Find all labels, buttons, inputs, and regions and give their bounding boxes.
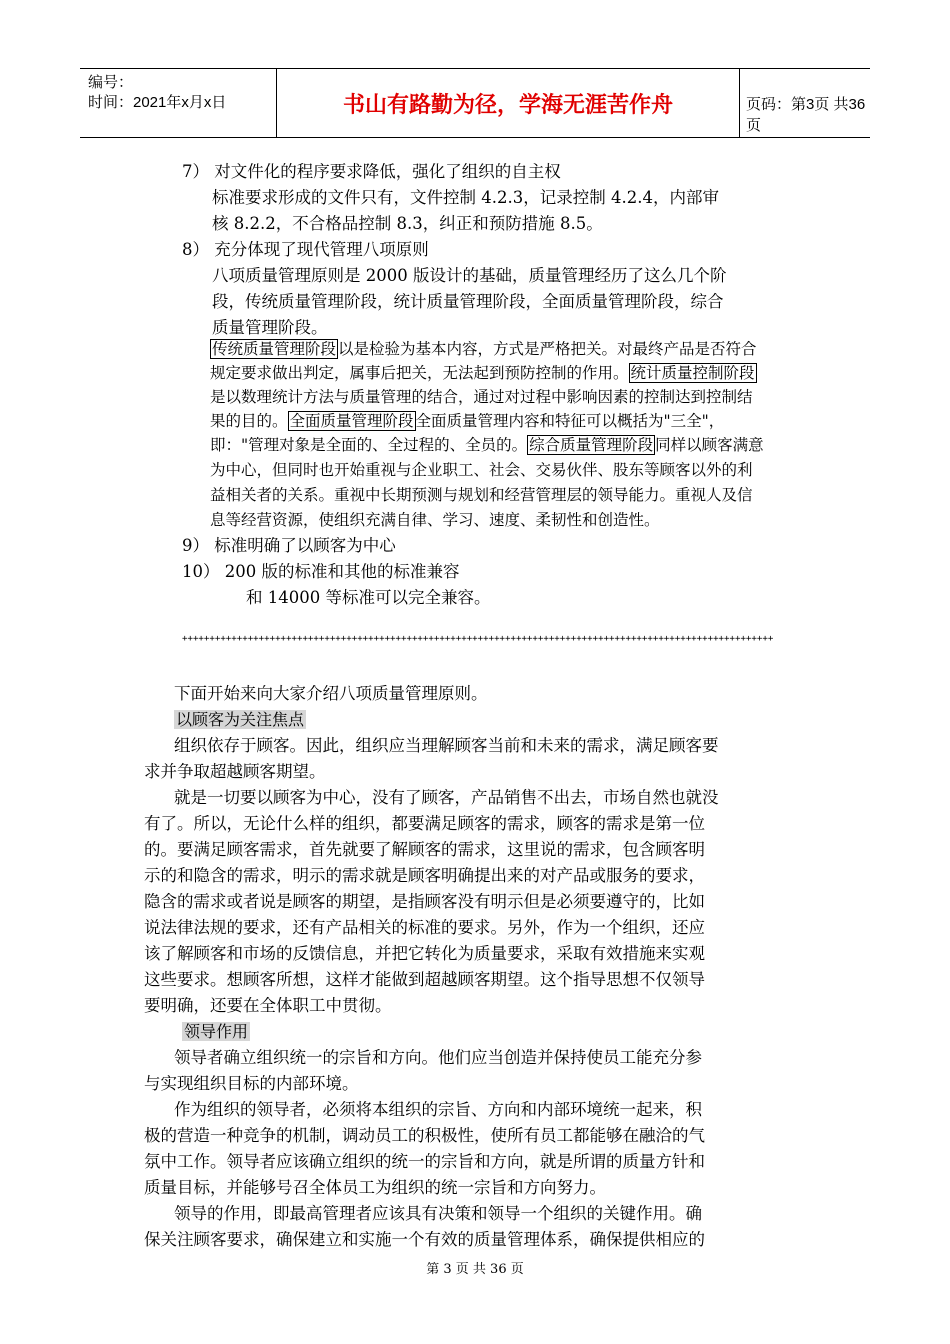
list-item-7: 7） 对文件化的程序要求降低，强化了组织的自主权	[182, 162, 561, 181]
body-line: 为中心，但同时也开始重视与企业职工、社会、交易伙伴、股东等顾客以外的利	[210, 461, 753, 479]
body-line: 的。要满足顾客需求，首先就要了解顾客的需求，这里说的需求，包含顾客明	[144, 840, 705, 859]
body-line: 下面开始来向大家介绍八项质量管理原则。	[174, 684, 488, 703]
body-text: 以是检验为基本内容，方式是严格把关。对最终产品是否符合	[338, 340, 757, 358]
boxed-term: 全面质量管理阶段	[289, 412, 414, 430]
body-line	[210, 339, 757, 359]
body-line: 核 8.2.2，不合格品控制 8.3，纠正和预防措施 8.5。	[212, 214, 603, 233]
page-footer: 第 3 页 共 36 页	[426, 1262, 524, 1277]
body-text: 同样以顾客满意	[655, 436, 764, 454]
section-heading	[174, 710, 306, 730]
page-header	[80, 68, 870, 138]
section-heading	[182, 1022, 250, 1042]
body-text: 全面质量管理内容和特征可以概括为"三全"，	[415, 412, 725, 430]
body-line: 说法律法规的要求，还有产品相关的标准的要求。另外，作为一个组织，还应	[144, 918, 705, 937]
body-line: 领导的作用，即最高管理者应该具有决策和领导一个组织的关键作用。确	[174, 1204, 702, 1223]
boxed-term: 传统质量管理阶段	[212, 340, 337, 358]
body-line: 要明确，还要在全体职工中贯彻。	[144, 996, 392, 1015]
body-line: 组织依存于顾客。因此，组织应当理解顾客当前和未来的需求，满足顾客要	[174, 736, 719, 755]
separator-plus-row: ++++++++++++++++++++++++++++++++++++++++++++++++++++++++++++++++++++++++++++++++++++++++++++++++++++++++++++	[182, 634, 774, 644]
header-page-info: 页码：第3页 共36页	[746, 96, 866, 134]
body-text: 即："管理对象是全面的、全过程的、全员的。	[210, 436, 528, 454]
body-line: 段，传统质量管理阶段，统计质量管理阶段，全面质量管理阶段，综合	[212, 292, 724, 311]
body-line: 是以数理统计方法与质量管理的结合，通过对过程中影响因素的控制达到控制结	[210, 388, 753, 406]
body-line: 领导者确立组织统一的宗旨和方向。他们应当创造并保持使员工能充分参	[174, 1048, 702, 1067]
document-time-label: 时间：2021年x月x日	[88, 94, 227, 111]
body-line: 氛中工作。领导者应该确立组织的统一的宗旨和方向，就是所谓的质量方针和	[144, 1152, 705, 1171]
body-line: 有了。所以，无论什么样的组织，都要满足顾客的需求，顾客的需求是第一位	[144, 814, 705, 833]
body-text: 规定要求做出判定，属事后把关，无法起到预防控制的作用。	[210, 364, 629, 382]
body-line: 息等经营资源，使组织充满自律、学习、速度、柔韧性和创造性。	[210, 511, 660, 529]
list-item-10: 10） 200 版的标准和其他的标准兼容	[182, 562, 460, 581]
body-line: 质量目标，并能够号召全体员工为组织的统一宗旨和方向努力。	[144, 1178, 606, 1197]
body-line: 与实现组织目标的内部环境。	[144, 1074, 359, 1093]
list-item-9: 9） 标准明确了以顾客为中心	[182, 536, 396, 555]
body-line: 八项质量管理原则是 2000 版设计的基础，质量管理经历了这么几个阶	[212, 266, 727, 285]
highlighted-heading: 以顾客为关注焦点	[176, 710, 305, 729]
header-motto: 书山有路勤为径，学海无涯苦作舟	[276, 69, 740, 137]
body-line: 求并争取超越顾客期望。	[144, 762, 326, 781]
list-item-8: 8） 充分体现了现代管理八项原则	[182, 240, 429, 259]
body-line: 质量管理阶段。	[212, 318, 328, 337]
body-line: 标准要求形成的文件只有，文件控制 4.2.3，记录控制 4.2.4，内部审	[212, 188, 719, 207]
body-line: 作为组织的领导者，必须将本组织的宗旨、方向和内部环境统一起来，积	[174, 1100, 702, 1119]
header-meta	[88, 73, 226, 113]
body-line: 示的和隐含的需求，明示的需求就是顾客明确提出来的对产品或服务的要求，	[144, 866, 705, 885]
body-line: 隐含的需求或者说是顾客的期望，是指顾客没有明示但是必须要遵守的，比如	[144, 892, 705, 911]
body-line: 极的营造一种竞争的机制，调动员工的积极性，使所有员工都能够在融洽的气	[144, 1126, 705, 1145]
body-line: 这些要求。想顾客所想，这样才能做到超越顾客期望。这个指导思想不仅领导	[144, 970, 705, 989]
body-line: 益相关者的关系。重视中长期预测与规划和经营管理层的领导能力。重视人及信	[210, 486, 753, 504]
highlighted-heading: 领导作用	[184, 1022, 249, 1041]
boxed-term: 统计质量控制阶段	[630, 364, 755, 382]
boxed-term: 综合质量管理阶段	[529, 436, 654, 454]
body-line	[210, 435, 764, 455]
body-line	[210, 363, 757, 383]
document-number-label: 编号：	[88, 74, 134, 91]
body-text: 果的目的。	[210, 412, 288, 430]
body-line: 和 14000 等标准可以完全兼容。	[246, 588, 491, 607]
body-line: 保关注顾客要求，确保建立和实施一个有效的质量管理体系，确保提供相应的	[144, 1230, 705, 1249]
body-line: 该了解顾客和市场的反馈信息，并把它转化为质量要求，采取有效措施来实观	[144, 944, 705, 963]
body-line	[210, 411, 724, 431]
body-line: 就是一切要以顾客为中心，没有了顾客，产品销售不出去，市场自然也就没	[174, 788, 719, 807]
